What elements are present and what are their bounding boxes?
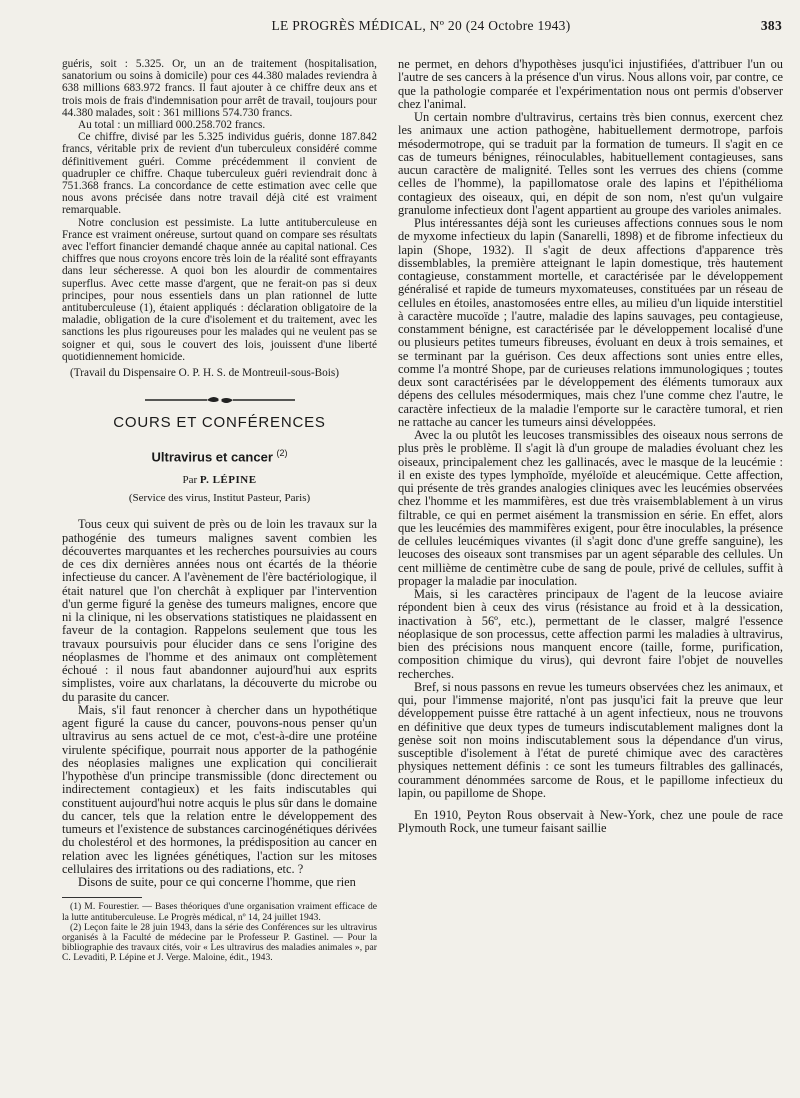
article-title-text: Ultravirus et cancer xyxy=(151,449,273,465)
right-column xyxy=(398,58,783,1078)
continuation-paragraph: Au total : un milliard 000.258.702 francs. xyxy=(78,119,266,132)
article-title xyxy=(62,447,377,464)
author-affiliation: (Service des virus, Institut Pasteur, Paris) xyxy=(128,492,311,505)
continuation-paragraph: Notre conclusion est pessimiste. La lutte antituberculeuse en France est vraiment onéreuse, surtout quand on compare ses résultats avec l'effort financier demandé chaque année au capital national. Ces chiffres que nous croyons encore très loin de la réalité sont effrayants dans leur sécheresse. A quoi bon les alourdir de commentaires superflus. Avec cette masse d'argent, que ne ferait-on pas si deux principes, pour nous essentiels dans un plan rationnel de lutte antituberculeuse (1), étaient appliqués : déclaration obligatoire de la maladie, obligation de la cure d'isolement et du traitement, avec les sanctions les plus rigoureuses pour les malades qui ne veulent pas se soigner et qui, sous le couvert des lois, jouissent d'une liberté quotidiennement homicide. xyxy=(62,216,377,363)
section-title: COURS ET CONFÉRENCES xyxy=(113,414,326,432)
ornamental-divider xyxy=(62,393,377,407)
running-header xyxy=(60,18,782,40)
byline-prefix: Par xyxy=(182,474,198,487)
article-paragraph: ne permet, en dehors d'hypothèses jusqu'ici injustifiées, d'attribuer l'un ou l'autre de ses cancers à la présence d'un virus. Nous allons voir, par contre, ce que la pathologie comparée et l'expérimentation nous ont permis d'observer chez l'animal. xyxy=(398,58,783,111)
footnote: (1) M. Fourestier. — Bases théoriques d'une organisation vraiment efficace de la lutte antituberculeuse. Le Progrès médical, nº 14, 24 juillet 1943. xyxy=(62,901,377,923)
running-title: LE PROGRÈS MÉDICAL, Nº 20 (24 Octobre 1943) xyxy=(271,18,571,33)
article-paragraph: En 1910, Peyton Rous observait à New-York, chez une poule de race Plymouth Rock, une tumeur faisant saillie xyxy=(398,808,783,836)
continuation-paragraph: Ce chiffre, divisé par les 5.325 individus guéris, donne 187.842 francs, véritable prix de revient d'un tuberculeux considéré comme définitivement guéri. Comme précédemment il convient de quadrupler ce chiffre. Chaque tuberculeux guéri reviendrait donc à 751.368 francs. La concordance de cette estimation avec celle que nous avons précisée dans notre travail déjà cité est vraiment remarquable. xyxy=(62,131,377,217)
article-paragraph: Plus intéressantes déjà sont les curieuses affections connues sous le nom de myxome infectieux du lapin (Sanarelli, 1898) et de fibrome infectieux du lapin (Shope, 1932). Il s'agit de deux affections d'apparence très dissemblables, la première atteignant le lapin domestique, très hautement contagieuse, constamment mortelle, et caractérisée par le développement généralisé et rapide de tumeurs myxomateuses, constituées par un réseau de cellules en étoiles, anastomosées entre elles, au milieu d'un liquide interstitiel à caractère mucoïde ; l'autre, maladie des lapins sauvages, peu contagieuse, constamment bénigne, est caractérisée par le développement localisé d'une ou plusieurs petites tumeurs fibreuses, évoluant en deux à trois semaines, et se terminant par la guérison. Ces deux affections sont unies entre elles, comme l'a montré Shope, par de curieuses relations immunologiques ; toutes deux sont caractérisées par le développement des éléments tumoraux aux dépens des cellules mésodermiques, mais chez l'une comme chez l'autre, le caractère infectieux de la maladie l'emporte sur le caractère tumoral, et rien ne rattache au cancer les tumeurs ainsi développées. xyxy=(398,216,783,429)
continuation-paragraph: guéris, soit : 5.325. Or, un an de traitement (hospitalisation, sanatorium ou soins à domicile) pour ces 44.380 malades reviendra à 638 millions 683.972 francs. Il faut ajouter à ce chiffre deux ans et trois mois de frais d'indemnisation pour arrêt de travail, toujours pour 44.380 malades, soit : 361 millions 574.730 francs. xyxy=(62,58,377,119)
footnote-rule xyxy=(62,897,142,898)
article-title-note: (2) xyxy=(276,448,288,459)
dispensary-credit: (Travail du Dispensaire O. P. H. S. de Montreuil-sous-Bois) xyxy=(70,367,339,380)
footnote: (2) Leçon faite le 28 juin 1943, dans la série des Conférences sur les ultravirus organisés à la Faculté de médecine par le Professeur P. Gastinel. — Pour la bibliographie des travaux cités, voir « Les ultravirus des maladies animales », par C. Levaditi, P. Lépine et J. Verge. Maloine, édit., 1943. xyxy=(62,921,377,964)
byline xyxy=(62,474,377,486)
footnotes xyxy=(62,902,377,963)
article-paragraph: Tous ceux qui suivent de près ou de loin les travaux sur la pathogénie des tumeurs malignes savent combien les découvertes marquantes et les recherches poursuivies au cours de ces dix dernières années nous ont écartés de la théorie infectieuse du cancer. A l'avènement de l'ère bactériologique, il était naturel que l'on cherchât à expliquer par l'intervention d'un germe figuré la genèse des tumeurs malignes, encore que ni la clinique, ni les observations statistiques ne plaidassent en faveur de la contagion. Rappelons seulement que tous les travaux poursuivis pour élucider dans ce sens l'origine des néoplasmes de l'homme et des animaux ont complètement échoué : il nous faut abandonner aujourd'hui aux esprits simplistes, voire aux charlatans, la découverte du microbe ou du parasite du cancer. xyxy=(62,517,377,704)
article-paragraph: Mais, si les caractères principaux de l'agent de la leucose aviaire répondent bien à ceux des virus (résistance au froid et à la dessication, inactivation à 56º, etc.), permettant de le classer, malgré l'essence néoplasique de son processus, cette affection parmi les maladies à ultravirus, bien des précisions nous manquent encore (taille, forme, purification, composition chimique du virus), qui devront faire l'objet de nouvelles recherches. xyxy=(398,587,783,681)
article-paragraph: Mais, s'il faut renoncer à chercher dans un hypothétique agent figuré la cause du cancer, pouvons-nous penser qu'un ultravirus au sens actuel de ce mot, c'est-à-dire une protéine virulente spécifique, pourrait nous apporter de la pathogénie des néoplasies malignes une explication qui concilierait l'hypothèse d'un principe transmissible (donc directement ou indirectement contagieux) et les faits indiscutables qui constituent aujourd'hui notre acquis le plus sûr dans le domaine du cancer, tels que la relation entre le développement des tumeurs et l'existence de substances carcinogénétiques dérivées du cholestérol et des hormones, la prédisposition au cancer en relation avec les lignées génétiques, l'action sur les mitoses cellulaires des irritations ou des radiations, etc. ? xyxy=(62,702,377,876)
author-name: P. LÉPINE xyxy=(199,474,257,487)
left-column xyxy=(62,58,377,1078)
article-paragraph: Disons de suite, pour ce qui concerne l'homme, que rien xyxy=(78,875,356,890)
article-paragraph: Un certain nombre d'ultravirus, certains très bien connus, exercent chez les animaux une action pathogène, habituellement dermotrope, parfois mésodermotrope, qui se traduit par la formation de tumeurs. Il s'agit en ce cas de tumeurs bénignes, réinoculables, habituellement contagieuses, sans aucun caractère de malignité. Telles sont les verrues des chiens (comme celles de l'homme), la papillomatose orale des lapins et l'épithélioma contagieux des oiseaux, qui, en dépit de son nom, n'est qu'un vulgaire granulome infectieux dont l'agent appartient au groupe des varioles animales. xyxy=(398,110,783,217)
article-paragraph: Bref, si nous passons en revue les tumeurs observées chez les animaux, et qui, pour l'immense majorité, n'ont pas jusqu'ici fait la preuve que leur développement puisse être rattaché à un agent infectieux, nous ne trouvons en définitive que deux types de tumeurs indiscutablement malignes dont la genèse soit non moins indiscutablement sous la dépendance d'un virus, susceptible d'isolement à l'état de pureté chimique avec des caractères physiques nettement définis : ce sont les tumeurs filtrables des gallinacés, couramment dénommées sarcome de Rous, et le papillome infectieux du lapin, ou papillome de Shope. xyxy=(398,679,783,800)
article-paragraph: Avec la ou plutôt les leucoses transmissibles des oiseaux nous serrons de plus près le problème. Il s'agit là d'un groupe de maladies évoluant chez les oiseaux, principalement chez les gallinacés, avec le masque de la leucémie : il en existe des types lymphoïde, myéloïde et aleucémique. Cette affection, qui présente de très grandes analogies cliniques avec les leucémies observées chez l'homme et les mammifères, est due très vraisemblablement à un virus filtrable, ce qui en permet aisément la transmission en série. En effet, alors que les leucémies des mammifères exigent, pour être inoculables, la présence de cellules leucémiques vivantes (il s'agit donc d'une greffe sanguine), les leucoses des oiseaux sont transmises par un agent séparable des cellules. Un cent millième de centimètre cube de sang de poule, privé de cellules, suffit à propager la maladie par inoculation. xyxy=(398,428,783,588)
page-number: 383 xyxy=(760,18,782,33)
